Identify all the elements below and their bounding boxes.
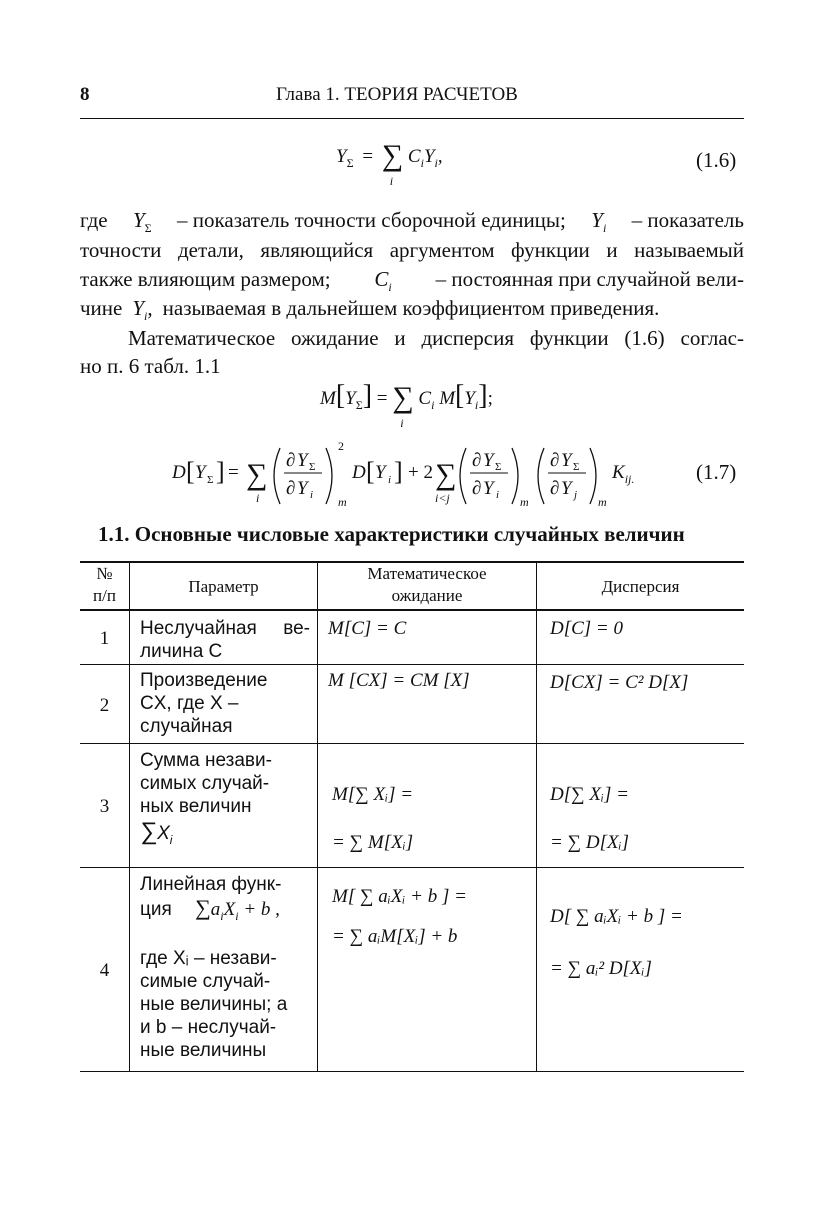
- svg-text:]: ]: [216, 457, 225, 486]
- header-rule: [80, 118, 744, 119]
- paragraph-line: точности детали, являющийся аргументом функции и называемый: [80, 238, 744, 262]
- svg-text:i: i: [256, 491, 260, 505]
- svg-text:∂: ∂: [286, 450, 296, 471]
- svg-text:D: D: [172, 462, 186, 483]
- k-coefficient: $K_{ij.}$: [612, 462, 635, 486]
- svg-text:=: =: [228, 462, 239, 483]
- svg-text:i: i: [388, 474, 392, 486]
- svg-text:[: [: [186, 457, 195, 486]
- svg-text:Y: Y: [561, 478, 572, 499]
- table-row-num: 1: [99, 628, 110, 649]
- svg-text:Σ: Σ: [207, 474, 214, 486]
- svg-text:m: m: [520, 495, 529, 509]
- equation-1-7-label: (1.7): [696, 460, 737, 484]
- svg-text:D: D: [352, 462, 366, 483]
- row4-mean: M[ ∑ aᵢXᵢ + b ] = = ∑ aᵢM[Xᵢ] + b: [332, 886, 467, 947]
- svg-text:m: m: [598, 495, 607, 509]
- table-row-num: 2: [99, 695, 110, 716]
- equation-1-6: $Y_\Sigma$ = ∑ i $C_iY_i$,: [336, 139, 443, 188]
- row4-disp: D[ ∑ aᵢXᵢ + b ] = = ∑ aᵢ² D[Xᵢ]: [550, 906, 683, 979]
- row2-param: Произведение CX, где X – случайная: [140, 670, 268, 737]
- svg-text:[: [: [366, 457, 375, 486]
- header-mean: Математическое ожидание: [367, 564, 487, 605]
- svg-text:i: i: [310, 489, 314, 501]
- table: [80, 561, 744, 1073]
- svg-text:∂: ∂: [472, 478, 482, 499]
- svg-text:Y: Y: [195, 462, 206, 483]
- sum-xi-formula: $\sum X_i$: [140, 818, 173, 847]
- svg-text:∂: ∂: [472, 450, 482, 471]
- page-number: 8: [80, 84, 90, 105]
- paragraph-line: но п. 6 табл. 1.1: [80, 354, 221, 378]
- row3-param: Сумма незави- симых случай- ных величин $\sum X_i$: [140, 749, 310, 845]
- svg-text:∂: ∂: [550, 450, 560, 471]
- header-param: Параметр: [188, 577, 259, 596]
- equation-mean: $M[Y_\Sigma]$ = ∑ i $C_i$ $M[Y_i]$;: [320, 380, 493, 430]
- svg-text:Y: Y: [483, 478, 494, 499]
- paragraph-line: чине $Y_i$, называемая в дальнейшем коэффициентом приведения.: [80, 296, 660, 324]
- svg-text:Y: Y: [297, 450, 308, 471]
- svg-text:Y: Y: [375, 462, 386, 483]
- paragraph-line: также влияющим размером; $C_i$ – постоянная при случайной вели-: [80, 267, 744, 295]
- paragraph-line: Математическое ожидание и дисперсия функции (1.6) соглас-: [128, 326, 744, 350]
- svg-text:j: j: [574, 489, 578, 501]
- svg-text:Y: Y: [297, 478, 308, 499]
- row1-param: Неслучайная ве- личина C: [140, 618, 310, 662]
- row2-disp: D[CX] = C² D[X]: [550, 672, 689, 693]
- running-title: Глава 1. ТЕОРИЯ РАСЧЕТОВ: [276, 84, 518, 105]
- header-disp: Дисперсия: [601, 577, 680, 596]
- row3-mean: M[∑ Xᵢ] = = ∑ M[Xᵢ]: [332, 784, 414, 853]
- row4-param: Линейная функ- ция $\sum a_iX_i + b$ , где Xᵢ – незави- симые случай- ные величины; a и b – неслучай- ные величины: [140, 874, 288, 1061]
- svg-text:∂: ∂: [286, 478, 296, 499]
- svg-text:i<j: i<j: [435, 491, 450, 505]
- svg-text:+ 2: + 2: [408, 462, 433, 483]
- svg-text:∂: ∂: [550, 478, 560, 499]
- svg-text:2: 2: [338, 440, 344, 453]
- svg-text:Y: Y: [483, 450, 494, 471]
- svg-text:m: m: [338, 495, 347, 509]
- table-row-num: 4: [99, 960, 110, 981]
- row2-mean: M [CX] = CM [X]: [328, 670, 470, 691]
- svg-text:∑: ∑: [246, 458, 268, 491]
- header-num: № п/п: [93, 564, 116, 605]
- table-row-num: 3: [99, 796, 110, 817]
- equation-1-6-label: (1.6): [696, 148, 737, 172]
- svg-text:]: ]: [394, 457, 403, 486]
- linear-sum-formula: $\sum a_iX_i + b$ ,: [195, 895, 280, 923]
- svg-text:Σ: Σ: [495, 461, 502, 473]
- svg-text:Σ: Σ: [573, 461, 580, 473]
- equation-1-7-graphic: [172, 440, 642, 512]
- row1-disp: D[C] = 0: [550, 618, 624, 639]
- row3-disp: D[∑ Xᵢ] = = ∑ D[Xᵢ]: [550, 784, 629, 853]
- row1-mean: M[C] = C: [328, 618, 407, 639]
- table-caption: 1.1. Основные числовые характеристики случайных величин: [98, 522, 685, 546]
- svg-text:i: i: [496, 489, 500, 501]
- svg-text:Y: Y: [561, 450, 572, 471]
- equation-1-7: [172, 440, 642, 510]
- svg-text:Σ: Σ: [309, 461, 316, 473]
- svg-text:∑: ∑: [435, 458, 457, 491]
- paragraph-line: где $Y_\Sigma$ – показатель точности сборочной единицы; $Y_i$ – показатель: [80, 208, 744, 236]
